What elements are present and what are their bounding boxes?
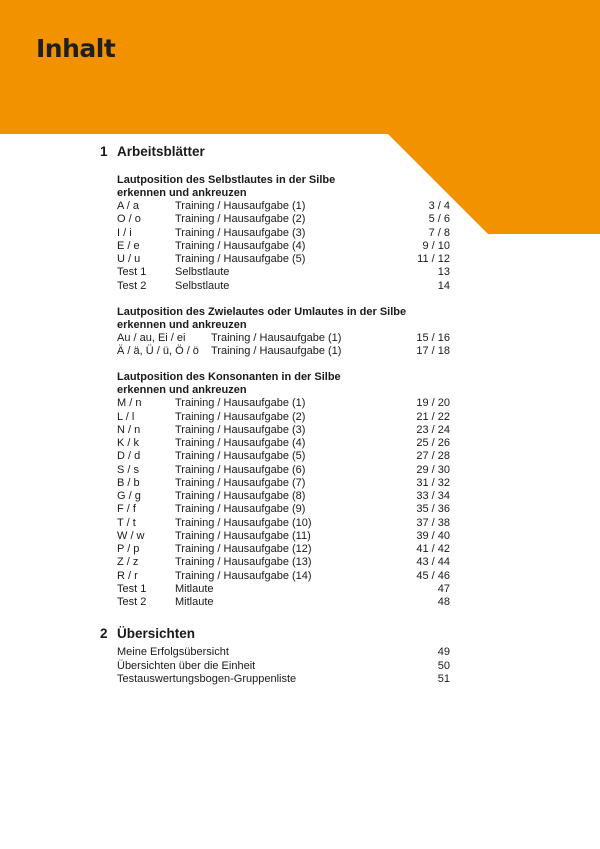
entry-description: Training / Hausaufgabe (10) — [175, 516, 312, 529]
toc-entry[interactable] — [100, 213, 450, 226]
entry-letters: N / n — [117, 423, 141, 436]
entry-description: Selbstlaute — [175, 279, 230, 292]
entry-pages: 31 / 32 — [416, 476, 450, 489]
entry-letters: K / k — [117, 437, 140, 449]
entry-pages: 39 / 40 — [416, 529, 450, 542]
group-title-line: erkennen und ankreuzen — [117, 318, 247, 331]
entry-pages: 17 / 18 — [416, 345, 450, 357]
entry-letters: R / r — [117, 569, 138, 582]
toc-entry[interactable] — [100, 596, 450, 609]
entry-letters: Test 1 — [117, 582, 147, 595]
entry-letters: P / p — [117, 543, 140, 555]
group-title — [100, 306, 450, 332]
entry-description: Training / Hausaufgabe (6) — [175, 463, 306, 476]
group-title — [100, 371, 450, 397]
entry-description: Training / Hausaufgabe (12) — [175, 543, 312, 555]
entry-description: Training / Hausaufgabe (11) — [175, 529, 311, 542]
entry-pages: 5 / 6 — [428, 213, 450, 226]
entry-letters: M / n — [117, 397, 142, 410]
entry-letters: G / g — [117, 490, 141, 502]
entry-description: Training / Hausaufgabe (4) — [175, 437, 306, 449]
entry-description: Mitlaute — [175, 582, 214, 595]
entry-pages: 50 — [437, 659, 450, 672]
group-title-line: Lautposition des Zwielautes oder Umlautes in der Silbe — [117, 305, 407, 318]
toc-entry[interactable] — [100, 673, 450, 686]
entry-letters: U / u — [117, 253, 141, 265]
entry-description: Training / Hausaufgabe (2) — [175, 213, 306, 226]
entry-description: Training / Hausaufgabe (8) — [175, 490, 306, 502]
group-title-line: erkennen und ankreuzen — [117, 384, 247, 397]
chapter-title: Übersichten — [117, 626, 196, 642]
group-title — [100, 174, 450, 200]
entry-letters: D / d — [117, 450, 141, 463]
entry-letters: E / e — [117, 239, 140, 252]
entry-pages: 47 — [437, 582, 450, 595]
entry-pages: 37 / 38 — [416, 516, 450, 529]
entry-letters: O / o — [117, 213, 141, 226]
toc-entry[interactable] — [100, 424, 450, 437]
toc-entry[interactable] — [100, 411, 450, 424]
group-title-line: Lautposition des Selbstlautes in der Silbe — [117, 174, 336, 186]
entry-description: Meine Erfolgsübersicht — [117, 646, 229, 659]
entry-letters: Ä / ä, Ü / ü, Ö / ö — [117, 345, 199, 357]
page-title: Inhalt — [36, 34, 116, 63]
entry-description: Mitlaute — [175, 596, 214, 608]
toc-entry[interactable] — [100, 450, 450, 463]
entry-description: Training / Hausaufgabe (1) — [175, 200, 306, 212]
toc-entry[interactable] — [100, 464, 450, 477]
entry-letters: T / t — [117, 516, 136, 529]
entry-description: Training / Hausaufgabe (3) — [175, 226, 306, 239]
entry-description: Training / Hausaufgabe (2) — [175, 410, 306, 423]
chapter-1-heading — [100, 143, 450, 161]
entry-pages: 27 / 28 — [416, 450, 450, 463]
entry-description: Übersichten über die Einheit — [117, 659, 256, 672]
entry-pages: 13 — [437, 266, 450, 279]
entry-pages: 29 / 30 — [416, 463, 450, 476]
toc-entry[interactable] — [100, 477, 450, 490]
entry-description: Training / Hausaufgabe (13) — [175, 556, 312, 569]
entry-pages: 21 / 22 — [416, 410, 450, 423]
entry-description: Training / Hausaufgabe (9) — [175, 503, 306, 516]
entry-letters: F / f — [117, 503, 136, 516]
entry-pages: 35 / 36 — [416, 503, 450, 516]
toc-entry[interactable] — [100, 583, 450, 596]
entry-description: Training / Hausaufgabe (1) — [211, 331, 342, 344]
entry-pages: 33 / 34 — [416, 490, 450, 502]
entry-letters: S / s — [117, 463, 140, 476]
toc-entry[interactable] — [100, 200, 450, 213]
toc-entry[interactable] — [100, 240, 450, 253]
group-title-line: Lautposition des Konsonanten in der Silbe — [117, 371, 341, 384]
toc-entry[interactable] — [100, 570, 450, 583]
toc-entry[interactable] — [100, 227, 450, 240]
entry-pages: 25 / 26 — [416, 437, 450, 449]
entry-pages: 9 / 10 — [422, 239, 450, 252]
toc-entry[interactable] — [100, 660, 450, 673]
entry-letters: Z / z — [117, 556, 139, 569]
chapter-2-heading — [100, 625, 450, 643]
toc-entry[interactable] — [100, 517, 450, 530]
entry-letters: Test 2 — [117, 279, 147, 292]
entry-pages: 3 / 4 — [428, 200, 450, 212]
entry-pages: 7 / 8 — [428, 226, 450, 239]
entry-description: Testauswertungsbogen-Gruppenliste — [117, 672, 297, 685]
entry-pages: 43 / 44 — [416, 556, 450, 569]
toc-entry[interactable] — [100, 530, 450, 543]
toc-group-selbstlaute — [100, 174, 450, 293]
entry-letters: Test 1 — [117, 266, 147, 279]
entry-description: Training / Hausaufgabe (1) — [211, 345, 342, 357]
chapter-number: 1 — [100, 144, 108, 159]
entry-description: Training / Hausaufgabe (5) — [175, 253, 306, 265]
entry-pages: 48 — [437, 596, 450, 608]
toc-entry[interactable] — [100, 280, 450, 293]
chapter-number: 2 — [100, 626, 108, 642]
entry-letters: W / w — [117, 529, 145, 542]
entry-pages: 41 / 42 — [416, 543, 450, 555]
table-of-contents — [100, 143, 450, 686]
toc-entry[interactable] — [100, 345, 450, 358]
toc-group-uebersichten — [100, 646, 450, 686]
toc-group-konsonanten — [100, 371, 450, 609]
entry-description: Training / Hausaufgabe (7) — [175, 476, 306, 489]
entry-pages: 49 — [437, 646, 450, 659]
entry-pages: 14 — [437, 279, 450, 292]
entry-pages: 51 — [437, 672, 450, 685]
entry-description: Training / Hausaufgabe (5) — [175, 450, 306, 463]
entry-letters: B / b — [117, 476, 140, 489]
entry-description: Training / Hausaufgabe (1) — [175, 397, 306, 410]
entry-letters: L / l — [117, 410, 135, 423]
entry-pages: 11 / 12 — [417, 253, 450, 265]
toc-entry[interactable] — [100, 266, 450, 279]
toc-entry[interactable] — [100, 332, 450, 345]
toc-entry[interactable] — [100, 543, 450, 556]
toc-entry[interactable] — [100, 253, 450, 266]
entry-pages: 23 / 24 — [416, 423, 450, 436]
entry-pages: 15 / 16 — [416, 331, 450, 344]
entry-pages: 19 / 20 — [416, 397, 450, 410]
toc-entry[interactable] — [100, 490, 450, 503]
toc-entry[interactable] — [100, 503, 450, 516]
chapter-title: Arbeitsblätter — [117, 144, 205, 159]
entry-letters: A / a — [117, 200, 140, 212]
toc-entry[interactable] — [100, 437, 450, 450]
entry-letters: I / i — [117, 226, 132, 239]
toc-entry[interactable] — [100, 646, 450, 659]
entry-description: Training / Hausaufgabe (3) — [175, 423, 306, 436]
entry-description: Training / Hausaufgabe (14) — [175, 569, 312, 582]
entry-letters: Test 2 — [117, 596, 147, 608]
entry-pages: 45 / 46 — [416, 569, 450, 582]
entry-letters: Au / au, Ei / ei — [117, 331, 186, 344]
toc-entry[interactable] — [100, 556, 450, 569]
toc-entry[interactable] — [100, 397, 450, 410]
group-title-line: erkennen und ankreuzen — [117, 187, 247, 199]
entry-description: Selbstlaute — [175, 266, 230, 279]
entry-description: Training / Hausaufgabe (4) — [175, 239, 306, 252]
toc-group-zwielaute — [100, 306, 450, 359]
